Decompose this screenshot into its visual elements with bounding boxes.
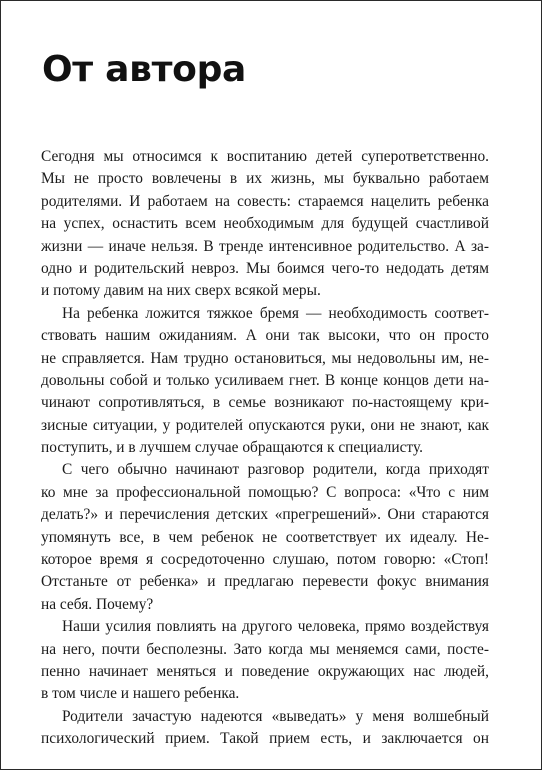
text-line: ствовать нашим ожиданиям. А они так высоки, что он просто: [41, 327, 489, 345]
text-line: чинают сопротивляться, в семье возникают по-настоящему кри-: [41, 394, 489, 412]
paragraph-4: [41, 616, 489, 706]
text-line: одно и родительский невроз. Мы боимся чего-то недодать детям: [41, 259, 489, 277]
text-line: пенно начинает меняться и поведение окружающих нас людей,: [41, 662, 489, 680]
text-line: Родители зачастую надеются «выведать» у меня волшебный: [62, 707, 489, 725]
paragraph-5: [41, 706, 489, 751]
text-line: на него, почти бесполезны. Зато когда мы меняемся сами, посте-: [41, 640, 489, 658]
text-line: психологический прием. Такой прием есть, и заключается он: [41, 730, 489, 748]
text-line: родителями. И работаем на совесть: стараемся нацелить ребенка: [41, 192, 489, 210]
text-line: ко мне за профессиональной помощью? С вопроса: «Что с ним: [41, 483, 489, 501]
text-line: С чего обычно начинают разговор родители, когда приходят: [62, 461, 489, 479]
text-line: зисные ситуации, у родителей опускаются руки, они не знают, как: [41, 416, 489, 434]
paragraph-2: [41, 303, 489, 460]
text-line: и потому давим на них сверх всякой меры.: [41, 282, 321, 300]
chapter-title: От автора: [42, 49, 247, 90]
text-line: Мы не просто вовлечены в их жизнь, мы буквально работаем: [41, 170, 489, 188]
text-line: делать?» и перечисления детских «прегрешений». Они стараются: [41, 506, 489, 524]
paragraph-1: [41, 146, 489, 303]
text-line: Отстаньте от ребенка» и предлагаю перевести фокус внимания: [41, 573, 489, 591]
text-line: жизни — иначе нельзя. В тренде интенсивное родительство. А за-: [41, 237, 489, 255]
text-line: Наши усилия повлиять на другого человека, прямо воздействуя: [62, 618, 489, 636]
text-line: в том числе и нашего ребенка.: [41, 685, 240, 703]
text-line: на успех, оснастить всем необходимым для будущей счастливой: [41, 215, 489, 233]
text-line: которое время я сосредоточенно слушаю, потом говорю: «Стоп!: [41, 551, 489, 569]
text-line: Сегодня мы относимся к воспитанию детей суперответственно.: [41, 148, 489, 165]
text-line: довольны собой и только усиливаем гнет. В конце концов дети на-: [41, 371, 489, 389]
text-line: упомянуть все, в чем ребенок не соответствует их идеалу. Не-: [41, 528, 489, 546]
text-line: на себя. Почему?: [41, 595, 154, 613]
text-line: На ребенка ложится тяжкое бремя — необходимость соответ-: [62, 304, 489, 322]
chapter-body: [41, 146, 489, 751]
text-line: не справляется. Нам трудно остановиться, мы недовольны им, не-: [41, 349, 489, 367]
text-line: поступить, и в лучшем случае обращаются к специалисту.: [41, 439, 423, 457]
paragraph-3: [41, 459, 489, 616]
